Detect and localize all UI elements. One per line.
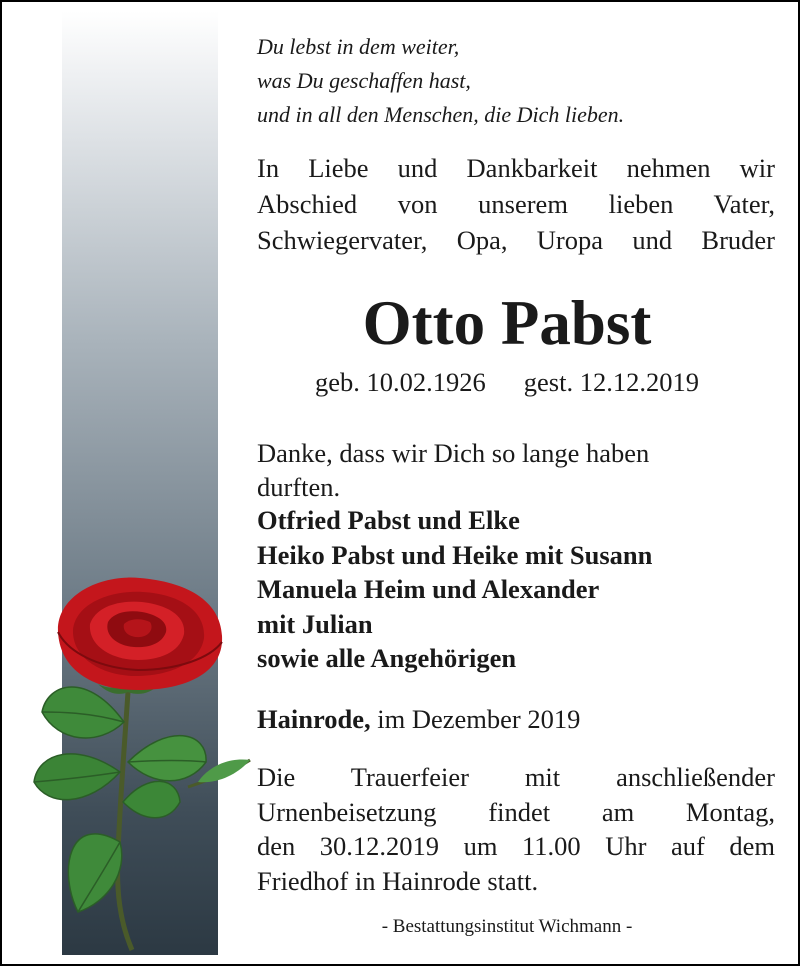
deceased-name: Otto Pabst (362, 288, 652, 358)
thanks-line: durften. (257, 472, 341, 502)
birth-date: geb. 10.02.1926 (315, 367, 486, 397)
intro-line: Abschied von unserem lieben Vater, (257, 189, 775, 219)
funeral-line: den 30.12.2019 um 11.00 Uhr auf dem (257, 831, 775, 861)
place-town: Hainrode, (257, 704, 371, 734)
funeral-line: Friedhof in Hainrode statt. (257, 865, 539, 896)
funeral-line: Die Trauerfeier mit anschließender (257, 762, 775, 792)
intro-text (257, 150, 775, 258)
intro-line: In Liebe und Dankbarkeit nehmen wir (257, 153, 775, 183)
intro-line: Schwiegervater, Opa, Uropa und Bruder (257, 225, 775, 255)
red-rose-image (28, 572, 258, 954)
life-dates (257, 364, 757, 400)
motto-line: Du lebst in dem weiter, (257, 34, 460, 59)
death-date: gest. 12.12.2019 (523, 367, 699, 397)
motto-line: und in all den Menschen, die Dich lieben. (257, 102, 625, 127)
place-date (257, 702, 580, 736)
thanks-text (257, 436, 727, 504)
motto-quote (257, 30, 624, 132)
funeral-info (257, 760, 775, 898)
family-line: sowie alle Angehörigen (257, 643, 517, 673)
family-line: Manuela Heim und Alexander (257, 574, 600, 604)
family-line: mit Julian (257, 608, 373, 639)
family-line: Heiko Pabst und Heike mit Susann (257, 539, 653, 570)
place-month: im Dezember 2019 (377, 704, 581, 734)
family-list (257, 503, 757, 676)
thanks-line: Danke, dass wir Dich so lange haben (257, 438, 650, 468)
family-line: Otfried Pabst und Elke (257, 505, 520, 535)
funeral-home-credit: - Bestattungsinstitut Wichmann - (381, 916, 633, 937)
funeral-line: Urnenbeisetzung findet am Montag, (257, 796, 775, 827)
motto-line: was Du geschaffen hast, (257, 68, 471, 93)
